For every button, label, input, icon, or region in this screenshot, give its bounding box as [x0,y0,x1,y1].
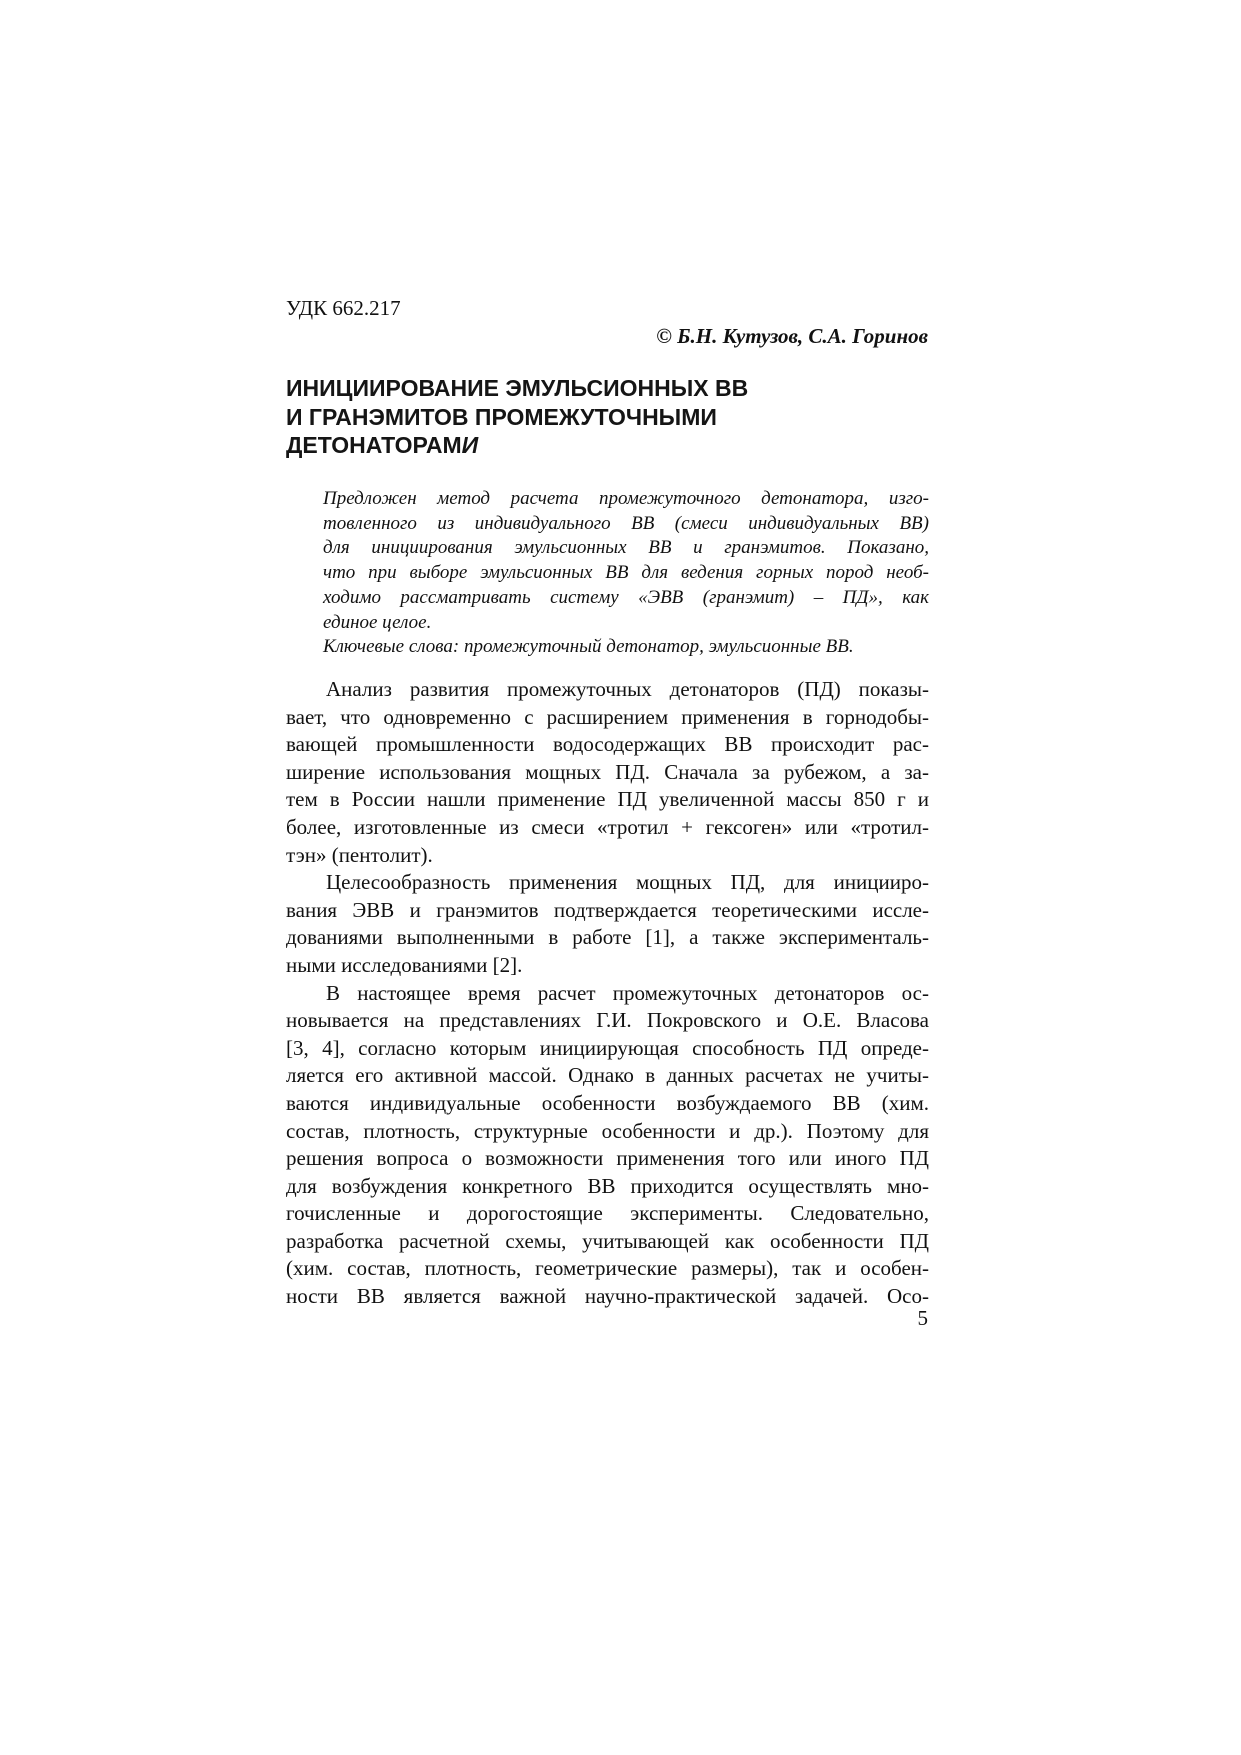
title-line-2: И ГРАНЭМИТОВ ПРОМЕЖУТОЧНЫМИ [286,403,717,430]
body-text [286,676,929,1311]
title-line-3-main: ДЕТОНАТОРАМ [286,432,462,458]
abstract-line: Предложен метод расчета промежуточного детонатора, изго- [323,488,929,509]
body-line: вания ЭВВ и гранэмитов подтверждается теоретическими иссле- [286,897,929,922]
body-line: состав, плотность, структурные особенности и др.). Поэтому для [286,1118,929,1143]
body-line: ными исследованиями [2]. [286,952,523,977]
body-line: тэн» (пентолит). [286,842,433,867]
body-line: вает, что одновременно с расширением применения в горнодобы- [286,704,929,729]
body-line: новывается на представлениях Г.И. Покровского и О.Е. Власова [286,1008,929,1033]
title-line-1: ИНИЦИИРОВАНИЕ ЭМУЛЬСИОННЫХ ВВ [286,375,749,401]
page-number: 5 [917,1306,928,1330]
body-line: ширение использования мощных ПД. Сначала за рубежом, а за- [286,759,929,784]
abstract-line: для инициирования эмульсионных ВВ и гранэмитов. Показано, [323,537,929,559]
abstract [323,487,929,660]
body-line: Целесообразность применения мощных ПД, для иницииро- [326,870,929,895]
udk-code: УДК 662.217 [286,296,401,320]
authors: © Б.Н. Кутузов, С.А. Горинов [656,324,928,348]
body-line: ности ВВ является важной научно-практической задачей. Осо- [286,1284,929,1309]
abstract-line: товленного из индивидуального ВВ (смеси индивидуальных ВВ) [323,512,929,534]
body-line: [3, 4], согласно которым инициирующая способность ПД опреде- [286,1035,929,1060]
body-line: Анализ развития промежуточных детонаторов (ПД) показы- [326,677,929,701]
body-line: решения вопроса о возможности применения того или иного ПД [286,1146,929,1171]
body-line: дованиями выполненными в работе [1], а также эксперименталь- [286,925,929,950]
body-line: (хим. состав, плотность, геометрические размеры), так и особен- [286,1256,929,1281]
body-line: ляется его активной массой. Однако в данных расчетах не учиты- [286,1063,929,1088]
title-line-3 [286,431,906,460]
body-line: тем в России нашли применение ПД увеличенной массы 850 г и [286,787,929,812]
abstract-line: единое целое. [323,611,432,633]
article-title [286,374,906,460]
abstract-line: что при выборе эмульсионных ВВ для ведения горных пород необ- [323,562,929,584]
body-line: для возбуждения конкретного ВВ приходится осуществлять мно- [286,1173,929,1198]
keywords-line: Ключевые слова: промежуточный детонатор, эмульсионные ВВ. [323,636,854,658]
body-line: вающей промышленности водосодержащих ВВ происходит рас- [286,732,929,757]
abstract-line: ходимо рассматривать систему «ЭВВ (гранэмит) – ПД», как [323,586,929,608]
body-line: более, изготовленные из смеси «тротил + гексоген» или «тротил- [286,814,929,839]
body-line: ваются индивидуальные особенности возбуждаемого ВВ (хим. [286,1090,929,1115]
body-line: разработка расчетной схемы, учитывающей как особенности ПД [286,1228,929,1253]
title-line-3-tail: И [461,432,479,458]
body-line: В настоящее время расчет промежуточных детонаторов ос- [326,980,929,1005]
body-line: гочисленные и дорогостоящие эксперименты. Следовательно, [286,1201,929,1226]
